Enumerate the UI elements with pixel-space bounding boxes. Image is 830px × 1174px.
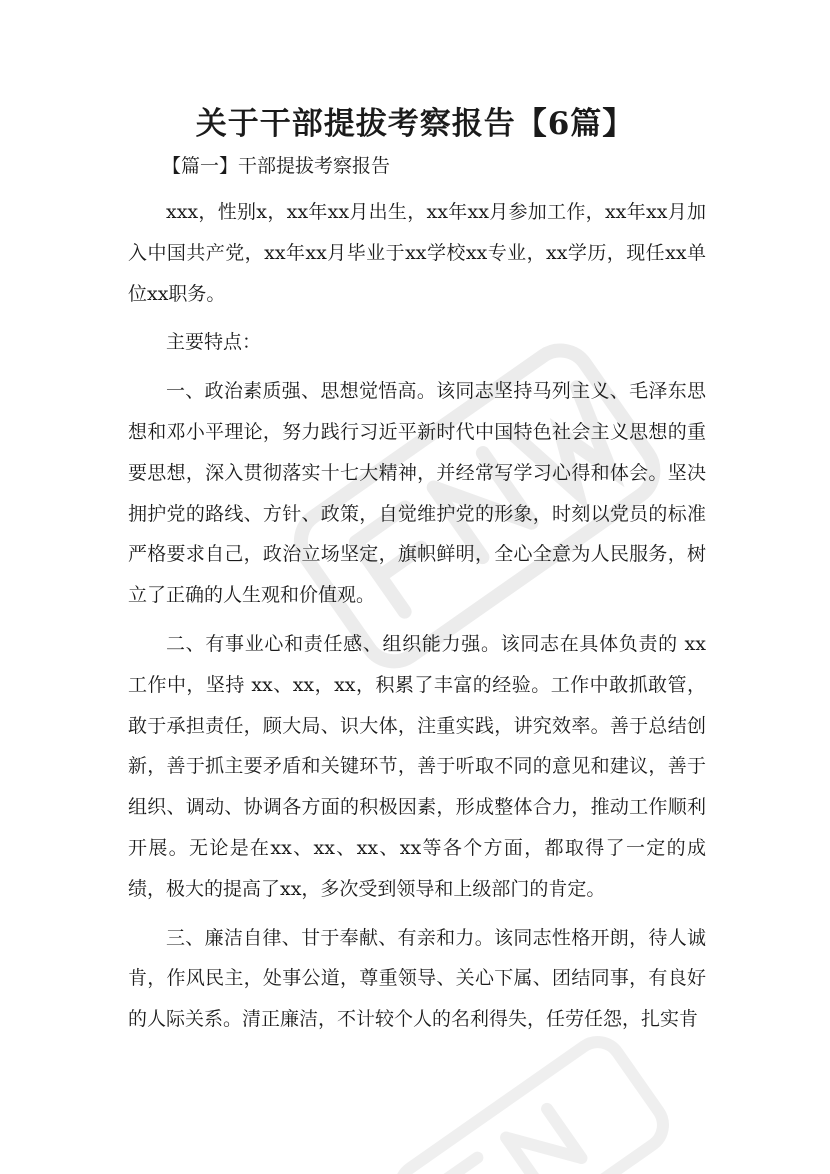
section-heading: 【篇一】干部提拔考察报告 [162, 155, 391, 177]
document-title: 关于干部提拔考察报告【6篇】 [195, 106, 635, 142]
paragraph-career-responsibility: 二、有事业心和责任感、组织能力强。该同志在具体负责的 xx 工作中，坚持 xx、xx，xx，积累了丰富的经验。工作中敢抓敢管，敢于承担责任，顾大局、识大体，注重实践，讲究效率。善于总结创新，善于抓主要矛盾和关键环节，善于听取不同的意见和建议，善于组织、调动、协调各方面的积极因素，形成整体合力，推动工作顺利开展。无论是在xx、xx、xx、xx等各个方面，都取得了一定的成绩，极大的提高了xx，多次受到领导和上级部门的肯定。 [128, 632, 706, 900]
paragraph-candidate-profile: xxx，性别x，xx年xx月出生，xx年xx月参加工作，xx年xx月加入中国共产党，xx年xx月毕业于xx学校xx专业，xx学历，现任xx单位xx职务。 [128, 201, 706, 305]
paragraph-political-quality: 一、政治素质强、思想觉悟高。该同志坚持马列主义、毛泽东思想和邓小平理论，努力践行习近平新时代中国特色社会主义思想的重要思想，深入贯彻落实十七大精神，并经常写学习心得和体会。坚决拥护党的路线、方针、政策，自觉维护党的形象，时刻以党员的标准严格要求自己，政治立场坚定，旗帜鲜明，全心全意为人民服务，树立了正确的人生观和价值观。 [128, 380, 706, 607]
paragraph-integrity-dedication: 三、廉洁自律、甘于奉献、有亲和力。该同志性格开朗，待人诚肯，作风民主，处事公道，尊重领导、关心下属、团结同事，有良好的人际关系。清正廉洁，不计较个人的名利得失，任劳任怨，扎实肯 [128, 926, 706, 1031]
document-body [128, 192, 706, 1048]
paragraph-main-features-label: 主要特点： [166, 331, 262, 354]
